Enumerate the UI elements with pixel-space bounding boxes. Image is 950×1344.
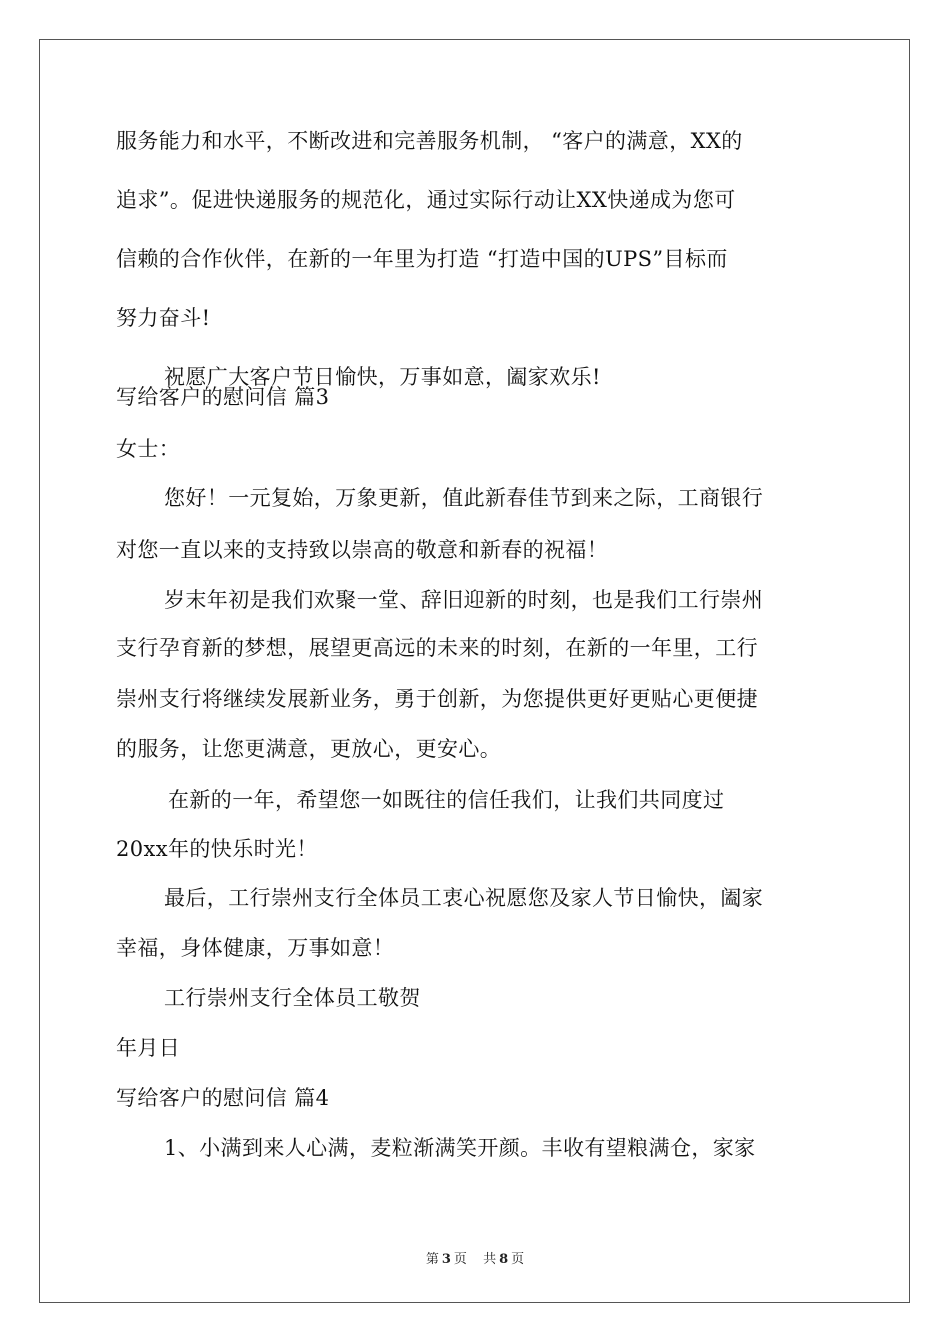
paragraph-line: 岁末年初是我们欢聚一堂、辞旧迎新的时刻，也是我们工行崇州 — [164, 588, 764, 612]
paragraph-line: 祝愿广大客户节日愉快，万事如意，阖家欢乐! — [164, 365, 601, 389]
total-count: 8 — [499, 1252, 509, 1267]
page-footer — [0, 1248, 950, 1267]
paragraph-line: 对您一直以来的支持致以崇高的敬意和新春的祝福！ — [116, 538, 609, 562]
paragraph-line: 信赖的合作伙伴，在新的一年里为打造 “打造中国的UPS”目标而 — [116, 247, 728, 271]
paragraph-line: 崇州支行将继续发展新业务，勇于创新，为您提供更好更贴心更便捷 — [116, 687, 758, 711]
page-number — [423, 1252, 470, 1267]
total-suffix: 页 — [511, 1252, 525, 1267]
paragraph-line: 您好！一元复始，万象更新，值此新春佳节到来之际，工商银行 — [164, 486, 764, 510]
page-total — [480, 1252, 527, 1267]
paragraph-line: 最后，工行崇州支行全体员工衷心祝愿您及家人节日愉快，阖家 — [164, 886, 764, 910]
section-heading: 写给客户的慰问信 篇3 — [116, 385, 330, 409]
paragraph-line: 幸福，身体健康，万事如意！ — [116, 936, 395, 960]
paragraph-line: 追求”。促进快递服务的规范化，通过实际行动让XX快递成为您可 — [116, 188, 736, 212]
page-suffix: 页 — [453, 1252, 467, 1267]
total-prefix: 共 — [483, 1252, 497, 1267]
salutation: 女士： — [116, 437, 181, 461]
page-prefix: 第 — [425, 1252, 439, 1267]
paragraph-line: 在新的一年，希望您一如既往的信任我们，让我们共同度过 — [168, 788, 725, 812]
paragraph-line: 的服务，让您更满意，更放心，更安心。 — [116, 737, 502, 761]
paragraph-line: 服务能力和水平，不断改进和完善服务机制， “客户的满意，XX的 — [116, 129, 743, 153]
signature-line: 工行崇州支行全体员工敬贺 — [164, 986, 421, 1010]
paragraph-line: 支行孕育新的梦想，展望更高远的未来的时刻，在新的一年里，工行 — [116, 636, 758, 660]
paragraph-line: 20xx年的快乐时光！ — [116, 837, 318, 861]
page-border — [39, 39, 910, 1303]
paragraph-line: 努力奋斗! — [116, 306, 211, 330]
page-current: 3 — [441, 1252, 451, 1267]
date-line: 年月日 — [116, 1036, 181, 1060]
section-heading: 写给客户的慰问信 篇4 — [116, 1086, 330, 1110]
paragraph-line: 1、小满到来人心满，麦粒渐满笑开颜。丰收有望粮满仓，家家 — [164, 1136, 756, 1160]
